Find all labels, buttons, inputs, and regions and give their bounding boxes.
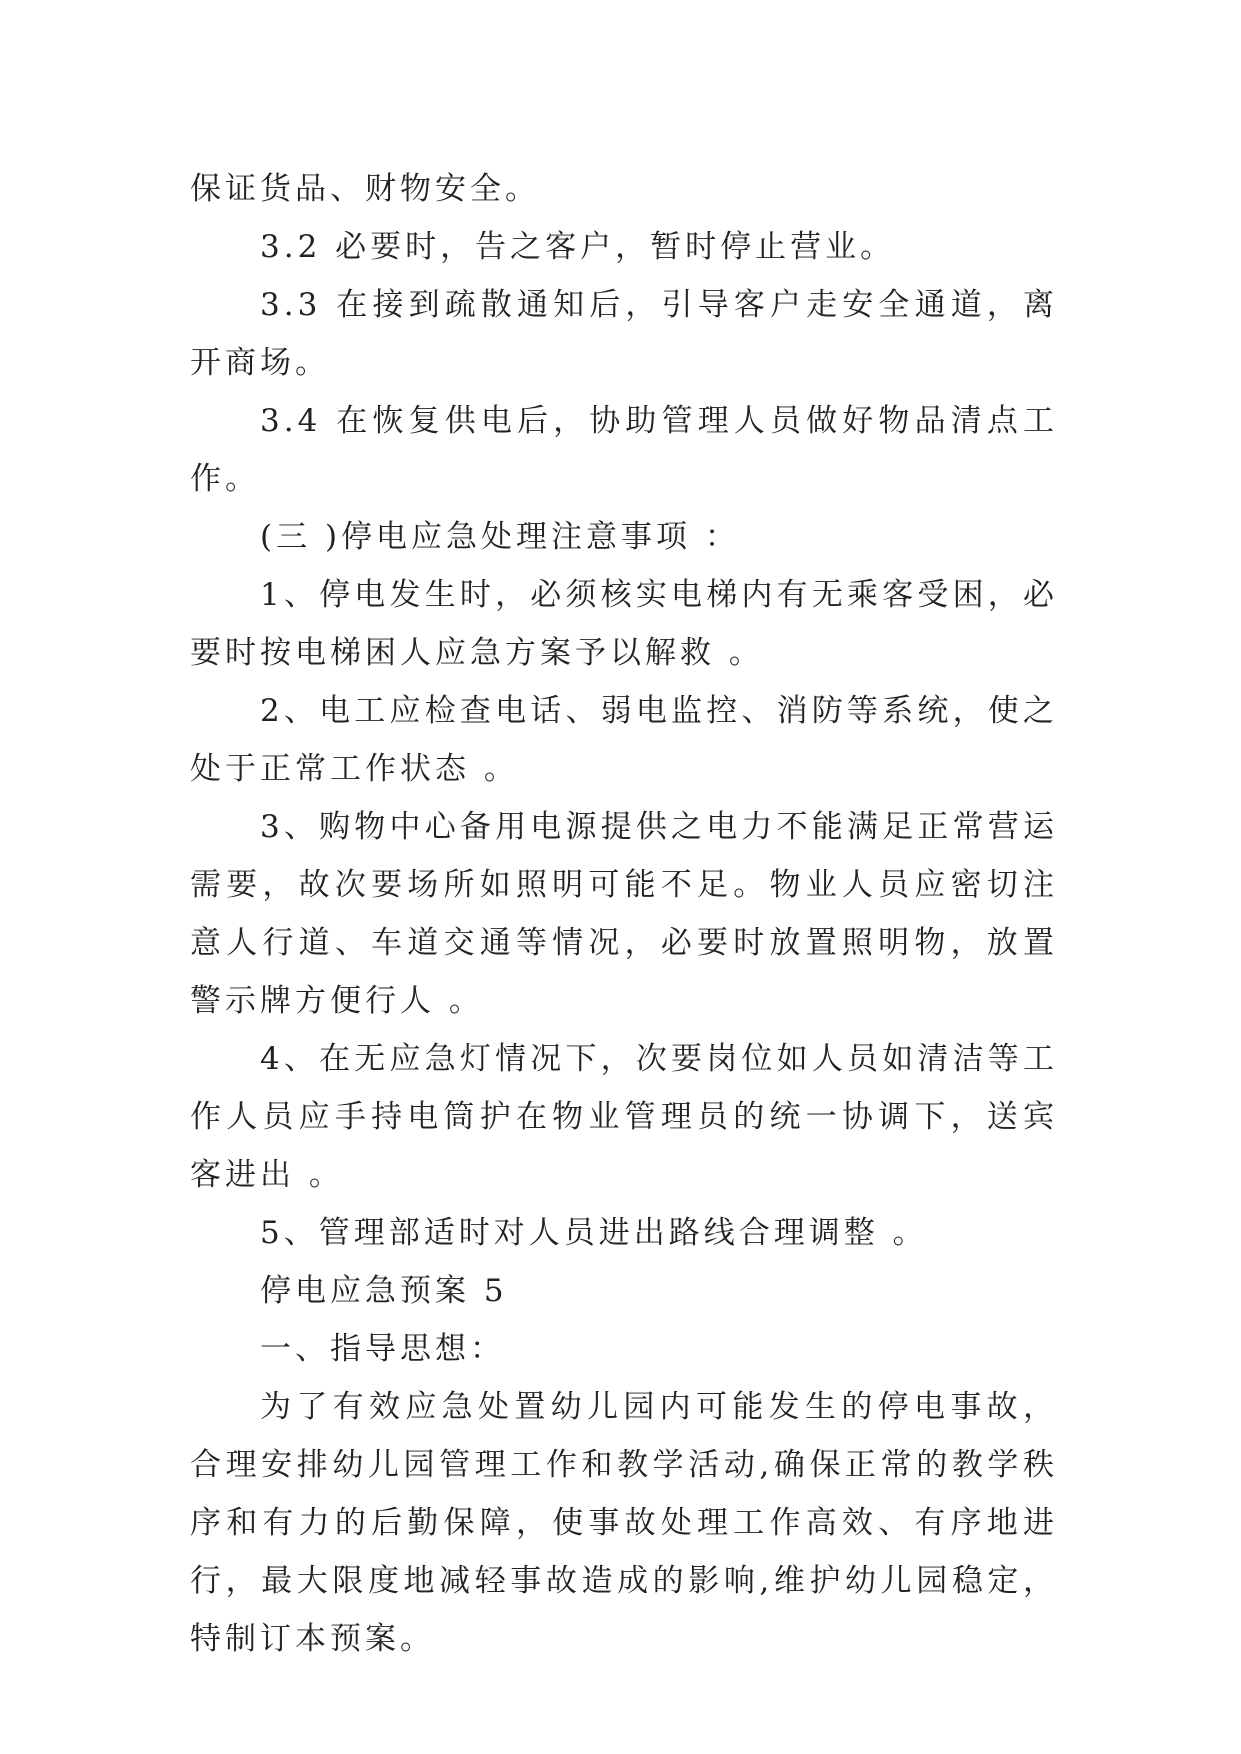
paragraph: 5、管理部适时对人员进出路线合理调整 。 (260, 1215, 928, 1251)
paragraph: 4、在无应急灯情况下，次要岗位如人员如清洁等工作人员应手持电筒护在物业管理员的统一协调下，送宾客进出 。 (190, 1041, 1058, 1193)
paragraph: 3.4 在恢复供电后，协助管理人员做好物品清点工作。 (190, 403, 1058, 497)
paragraph: 2、电工应检查电话、弱电监控、消防等系统，使之处于正常工作状态 。 (190, 693, 1058, 787)
paragraph: 3、购物中心备用电源提供之电力不能满足正常营运需要，故次要场所如照明可能不足。物业人员应密切注意人行道、车道交通等情况，必要时放置照明物，放置警示牌方便行人 。 (190, 809, 1058, 1019)
paragraph: 3.2 必要时，告之客户，暂时停止营业。 (260, 229, 896, 265)
paragraph: 保证货品、财物安全。 (190, 171, 540, 207)
section-heading: (三 )停电应急处理注意事项 ： (260, 519, 740, 555)
section-heading: 一、指导思想： (260, 1331, 505, 1367)
paragraph: 1、停电发生时，必须核实电梯内有无乘客受困，必要时按电梯困人应急方案予以解救 。 (190, 577, 1058, 671)
document-body (190, 160, 1058, 1668)
paragraph: 3.3 在接到疏散通知后，引导客户走安全通道，离开商场。 (190, 287, 1058, 381)
document-title: 停电应急预案 5 (260, 1273, 508, 1309)
paragraph: 为了有效应急处置幼儿园内可能发生的停电事故，合理安排幼儿园管理工作和教学活动,确保正常的教学秩序和有力的后勤保障，使事故处理工作高效、有序地进行，最大限度地减轻事故造成的影响,维护幼儿园稳定，特制订本预案。 (190, 1389, 1058, 1657)
